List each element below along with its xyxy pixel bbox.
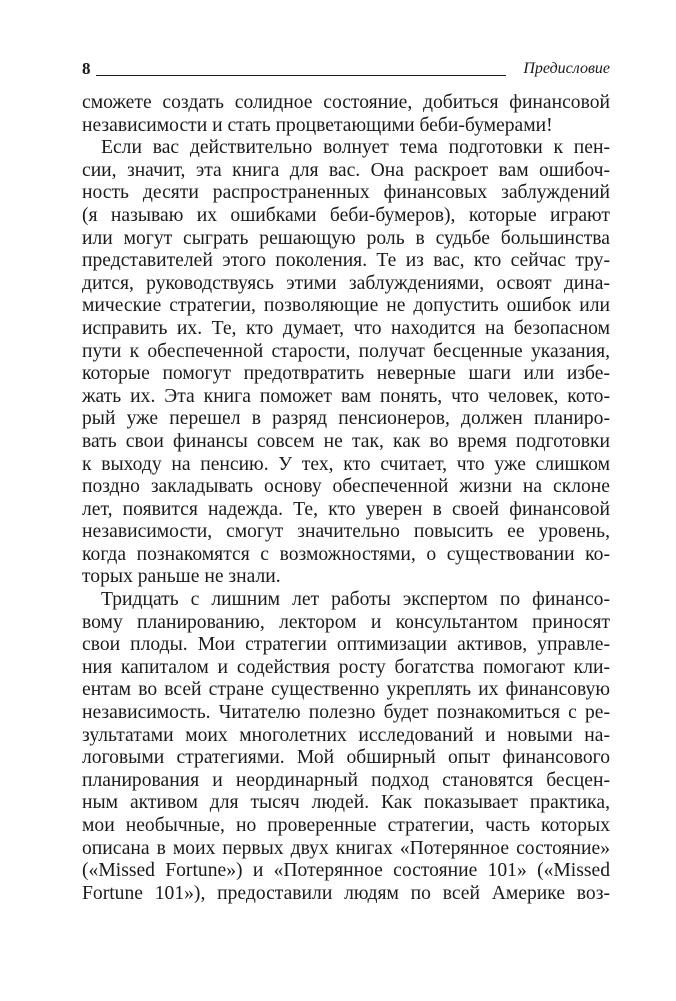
- text-line: вать свои финансы совсем не так, как во время подготовки: [82, 430, 610, 452]
- text-line: независимости, смогут значительно повысить ее уровень,: [82, 521, 610, 543]
- text-line: описана в моих первых двух книгах «Потерянное состояние»: [82, 837, 610, 859]
- text-line: исправить их. Те, кто думает, что находится на безопасном: [82, 317, 610, 339]
- text-line: сии, значит, эта книга для вас. Она раскроет вам ошибоч-: [82, 159, 610, 181]
- text-line: независимость. Читателю полезно будет познакомиться с ре-: [82, 702, 610, 724]
- text-line: зультатами моих многолетних исследований и новыми на-: [82, 724, 610, 746]
- text-line: которые помогут предотвратить неверные шаги или избе-: [82, 363, 610, 385]
- text-line: мические стратегии, позволяющие не допустить ошибок или: [82, 295, 610, 317]
- text-line: когда познакомятся с возможностями, о существовании ко-: [82, 543, 610, 565]
- text-line: пути к обеспеченной старости, получат бесценные указания,: [82, 340, 610, 362]
- text-line: мои необычные, но проверенные стратегии, часть которых: [82, 815, 610, 836]
- text-line: лет, появится надежда. Те, кто уверен в своей финансовой: [82, 498, 610, 520]
- text-line: к выходу на пенсию. У тех, кто считает, что уже слишком: [82, 453, 610, 475]
- text-line: планирования и неординарный подход становятся бесцен-: [82, 769, 610, 791]
- text-line: торых раньше не знали.: [82, 566, 281, 588]
- text-line: вому планированию, лектором и консультантом приносят: [82, 611, 610, 633]
- page-number: 8: [82, 59, 91, 78]
- text-line: Если вас действительно волнует тема подготовки к пен-: [101, 137, 610, 159]
- text-line: поздно закладывать основу обеспеченной жизни на склоне: [82, 476, 610, 498]
- text-line: или могут сыграть решающую роль в судьбе большинства: [82, 227, 610, 249]
- text-line: ния капиталом и содействия росту богатства помогают кли-: [82, 656, 610, 678]
- running-title: Предисловие: [523, 60, 610, 77]
- text-line: логовыми стратегиями. Мой обширный опыт финансового: [82, 747, 610, 769]
- text-line: («Missed Fortune») и «Потерянное состояние 101» («Missed: [82, 860, 610, 882]
- text-line: ность десяти распространенных финансовых заблуждений: [82, 182, 610, 204]
- text-line: дится, руководствуясь этими заблуждениями, освоят дина-: [82, 272, 610, 294]
- page-header: [82, 58, 610, 82]
- text-line: Fortune 101»), предоставили людям по всей Америке воз-: [82, 882, 610, 904]
- body-text: [82, 92, 610, 905]
- text-line: рый уже перешел в разряд пенсионеров, должен планиро-: [82, 408, 610, 430]
- text-line: сможете создать солидное состояние, добиться финансовой: [82, 92, 610, 113]
- text-line: жать их. Эта книга поможет вам понять, что человек, кото-: [82, 385, 610, 407]
- text-line: Тридцать с лишним лет работы экспертом по финансо-: [101, 589, 610, 611]
- text-line: (я называю их ошибками беби-бумеров), которые играют: [82, 204, 610, 226]
- text-line: ным активом для тысяч людей. Как показывает практика,: [82, 792, 610, 814]
- text-line: свои плоды. Мои стратегии оптимизации активов, управле-: [82, 634, 610, 656]
- text-line: ентам во всей стране существенно укреплять их финансовую: [82, 679, 610, 701]
- header-rule: [96, 75, 506, 76]
- text-line: представителей этого поколения. Те из вас, кто сейчас тру-: [82, 250, 610, 272]
- text-line: независимости и стать процветающими беби-бумерами!: [82, 114, 553, 136]
